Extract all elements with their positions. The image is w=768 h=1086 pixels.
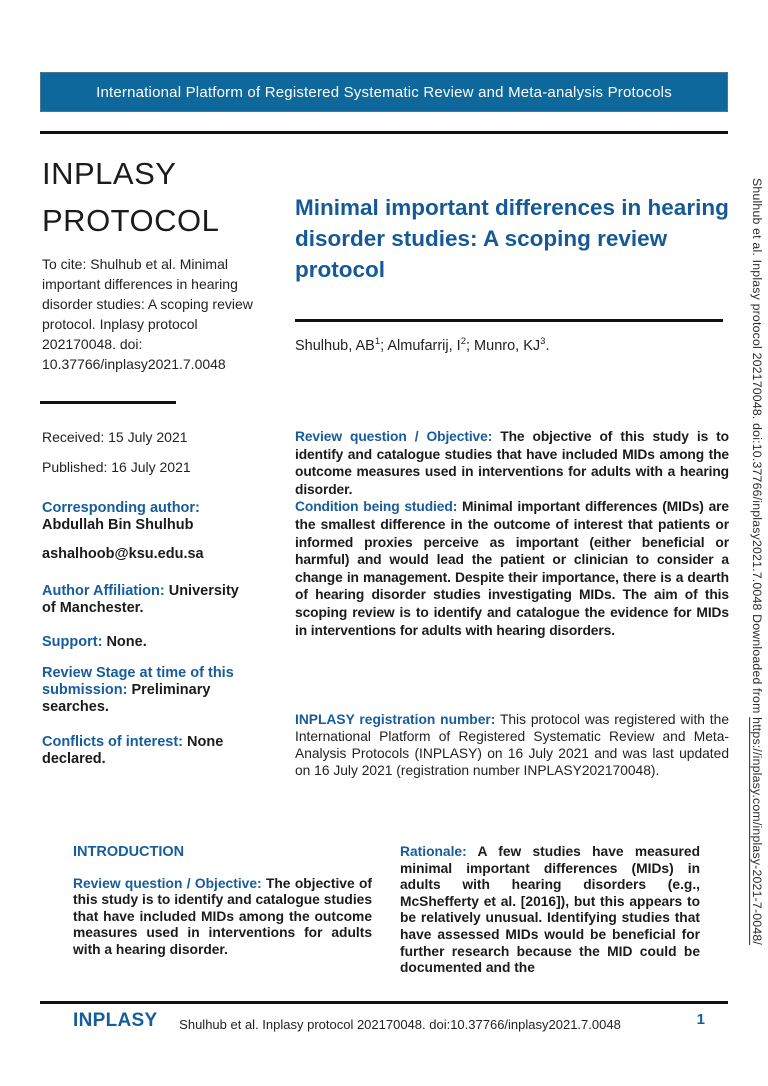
rationale-text: A few studies have measured minimal important differences (MIDs) in adults with hearing disorders (e.g., McShefferty et al. [2016]), but this appears to be relatively unusual. Identifying studies that have assessed MIDs would be beneficial for further research because the MID could be documented and the bbox=[400, 844, 701, 976]
affiliation-label: Author Affiliation: bbox=[42, 583, 165, 599]
sidebar-download-link[interactable]: https://inplasy.com/inplasy-2021-7-0048/ bbox=[750, 717, 764, 946]
introduction-column bbox=[73, 844, 372, 959]
sidebar-citation-text: Shulhub et al. Inplasy protocol 202170048. doi:10.37766/inplasy2021.7.0048 Downloaded from bbox=[750, 178, 764, 718]
registration-text: This protocol was registered with the International Platform of Registered Systematic Review and Meta-Analysis Protocols (INPLASY) on 16 July 2021 and was last updated on 16 July 2021 (registration number INPLASY202170048). bbox=[295, 712, 729, 778]
intro-review-question-text: The objective of this study is to identify and catalogue studies that have included MIDs among the outcome measures used in interventions for adults with a hearing disorder. bbox=[73, 875, 372, 957]
journal-banner bbox=[40, 72, 728, 112]
support-label: Support: bbox=[42, 634, 103, 650]
review-stage-value: Preliminary searches. bbox=[42, 682, 211, 715]
corresponding-author-email: ashalhoob@ksu.edu.sa bbox=[42, 546, 204, 562]
published-date: Published: 16 July 2021 bbox=[42, 459, 191, 475]
intro-review-question-label: Review question / Objective: bbox=[73, 875, 262, 891]
footer-divider bbox=[40, 1001, 728, 1004]
masthead-line2: PROTOCOL bbox=[42, 203, 220, 238]
affiliation-group bbox=[42, 583, 256, 617]
affiliation-value: University of Manchester. bbox=[42, 583, 239, 616]
journal-banner-text: International Platform of Registered Systematic Review and Meta-analysis Protocols bbox=[96, 83, 672, 101]
conflicts-group bbox=[42, 734, 256, 768]
corresponding-author-label: Corresponding author: bbox=[42, 500, 200, 516]
title-divider bbox=[295, 319, 723, 322]
conflicts-value: None declared. bbox=[42, 734, 224, 767]
top-divider bbox=[40, 131, 728, 134]
cite-divider bbox=[40, 401, 176, 404]
condition-studied-text: Minimal important differences (MIDs) are the smallest difference in the outcome of interest that patients or informed proxies perceive as important (either beneficial or harmful) and would lead the patient or clinician to consider a change in management. Despite their importance, there is a dearth of hearing disorder studies investigating MIDs. The aim of this scoping review is to identify and catalogue the evidence for MIDs in interventions for adults with hearing disorders. bbox=[295, 499, 729, 638]
rationale-label: Rationale: bbox=[400, 844, 467, 859]
review-question-text: The objective of this study is to identify and catalogue studies that have included MIDs among the outcome measures used in interventions for adults with a hearing disorder. bbox=[295, 429, 730, 497]
support-value: None. bbox=[106, 634, 147, 650]
author-1: Shulhub, AB bbox=[295, 337, 375, 354]
footer-brand: INPLASY bbox=[73, 1010, 158, 1031]
author-3-affiliation-mark: 3 bbox=[540, 336, 546, 347]
conflicts-label: Conflicts of interest: bbox=[42, 734, 183, 750]
registration-block bbox=[295, 712, 729, 780]
paper-title: Minimal important differences in hearing disorder studies: A scoping review protocol bbox=[295, 195, 729, 282]
footer-citation: Shulhub et al. Inplasy protocol 202170048. doi:10.37766/inplasy2021.7.0048 bbox=[179, 1017, 621, 1032]
page-number: 1 bbox=[696, 1011, 705, 1028]
support-group bbox=[42, 634, 256, 651]
to-cite-block: To cite: Shulhub et al. Minimal important differences in hearing disorder studies: A scoping review protocol. Inplasy protocol 202170048. doi: 10.37766/inplasy2021.7.0048 bbox=[42, 256, 253, 372]
masthead-line1: INPLASY bbox=[42, 156, 177, 191]
condition-studied-label: Condition being studied: bbox=[295, 499, 458, 515]
received-date: Received: 15 July 2021 bbox=[42, 429, 188, 445]
author-2: ; Almufarrij, I bbox=[380, 337, 461, 354]
byline-period: . bbox=[545, 337, 550, 354]
author-1-affiliation-mark: 1 bbox=[374, 336, 381, 347]
sidebar-running-citation bbox=[742, 178, 764, 1028]
review-stage-group bbox=[42, 665, 256, 716]
masthead bbox=[42, 150, 282, 244]
review-question-label: Review question / Objective: bbox=[295, 429, 493, 444]
corresponding-author-name: Abdullah Bin Shulhub bbox=[42, 517, 194, 533]
introduction-heading: INTRODUCTION bbox=[73, 844, 185, 860]
corresponding-author-group bbox=[42, 500, 256, 534]
review-stage-label: Review Stage at time of this submission: bbox=[42, 665, 234, 698]
registration-label: INPLASY registration number: bbox=[295, 712, 496, 727]
abstract-block bbox=[295, 428, 729, 639]
author-byline bbox=[295, 336, 731, 354]
author-3: ; Munro, KJ bbox=[466, 337, 541, 354]
rationale-column bbox=[400, 844, 700, 977]
author-2-affiliation-mark: 2 bbox=[460, 336, 466, 347]
